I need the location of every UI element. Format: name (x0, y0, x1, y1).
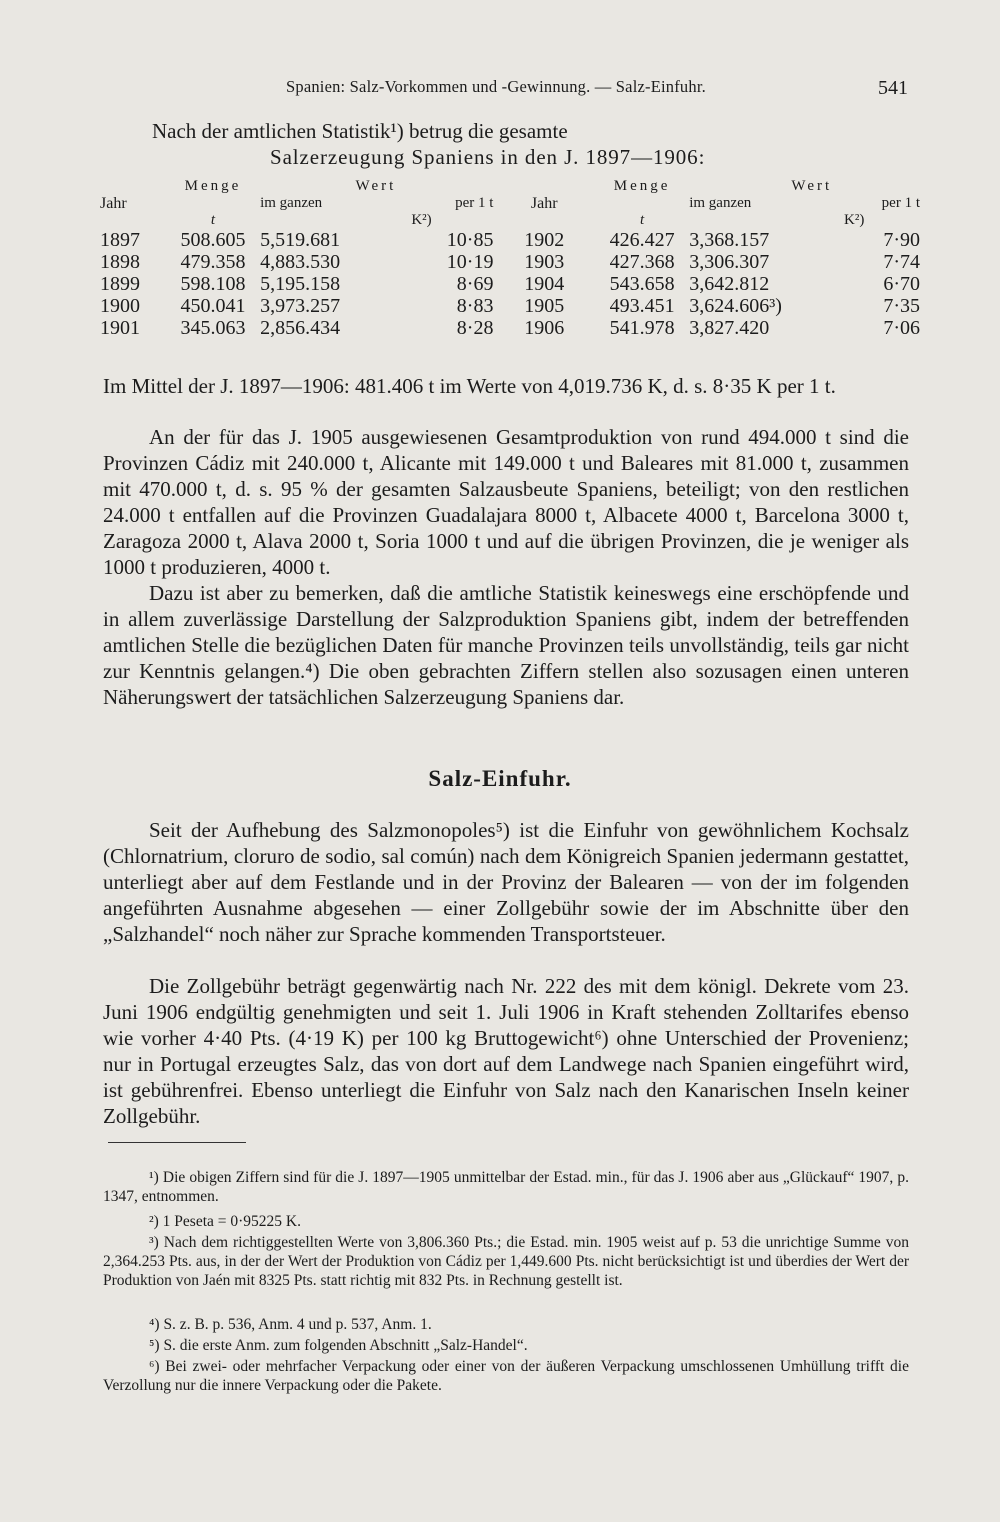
table-row: 1899 598.108 5,195.158 8·69 1904 543.658 3,642.812 6·70 (100, 273, 920, 295)
header-per-1t-right: per 1 t (881, 195, 920, 211)
header-unit-t-right: t (640, 212, 645, 228)
header-im-ganzen-right: im ganzen (689, 195, 752, 211)
paragraph-statistics-remark: Dazu ist aber zu bemerken, daß die amtliche Statistik keineswegs eine erschöpfende und in allem zuverlässige Darstellung der Salzproduktion Spaniens gibt, indem der betreffenden amtlichen Stelle die bezüglichen Daten für manche Provinzen teils unvollständig, teils gar nicht zur Kenntnis gelangen.⁴) Die oben gebrachten Ziffern stellen also sozusagen einen unteren Näherungswert der tatsächlichen Salzerzeugung Spaniens dar. (103, 581, 909, 709)
footnote-4: ⁴) S. z. B. p. 536, Anm. 4 und p. 537, Anm. 1. (149, 1316, 432, 1333)
header-menge-right: Menge (613, 178, 671, 194)
table-row: 1901 345.063 2,856.434 8·28 1906 541.978 3,827.420 7·06 (100, 317, 920, 339)
average-line: Im Mittel der J. 1897—1906: 481.406 t im Werte von 4,019.736 K, d. s. 8·35 K per 1 t. (103, 374, 836, 398)
table-row: 1900 450.041 3,973.257 8·83 1905 493.451 3,624.606³) 7·35 (100, 295, 920, 317)
header-wert: Wert (355, 178, 397, 194)
header-wert-right: Wert (791, 178, 833, 194)
footnote-6: ⁶) Bei zwei- oder mehrfacher Verpackung oder einer von der äußeren Verpackung umschlossenen Umhüllung trifft die Verzollung nur die innere Verpackung oder die Pakete. (103, 1358, 909, 1394)
header-unit-t: t (210, 212, 216, 228)
paragraph-provinces: An der für das J. 1905 ausgewiesenen Gesamtproduktion von rund 494.000 t sind die Provinzen Cádiz mit 240.000 t, Alicante mit 149.000 t und Baleares mit 81.000 t, zusammen mit 470.000 t, d. s. 95 % der gesamten Salzausbeute Spaniens, beteiligt; von den restlichen 24.000 t entfallen auf die Provinzen Guadalajara 8000 t, Albacete 4000 t, Barcelona 3000 t, Zaragoza 2000 t, Alava 2000 t, Soria 1000 t und auf die übrigen Provinzen, die je weniger als 1000 t produzieren, 4000 t. (103, 425, 909, 579)
header-k-right: K²) (843, 212, 865, 228)
header-menge: Menge (184, 178, 242, 194)
header-per-1t: per 1 t (455, 195, 494, 211)
table-row: 1898 479.358 4,883.530 10·19 1903 427.368 3,306.307 7·74 (100, 251, 920, 273)
section-title: Salz-Einfuhr. (428, 766, 572, 791)
table-header-row-1 (100, 178, 920, 195)
header-im-ganzen: im ganzen (260, 195, 323, 211)
salt-production-table (100, 178, 920, 339)
intro-line-1: Nach der amtlichen Statistik¹) betrug die gesamte (152, 119, 568, 143)
table-header-row-3 (100, 212, 920, 229)
header-jahr-right: Jahr (530, 195, 558, 212)
table-header-row-2 (100, 195, 920, 212)
footnote-5: ⁵) S. die erste Anm. zum folgenden Abschnitt „Salz-Handel“. (149, 1337, 528, 1354)
footnote-2: ²) 1 Peseta = 0·95225 K. (149, 1213, 302, 1230)
page-number: 541 (878, 77, 908, 99)
paragraph-import-rules: Seit der Aufhebung des Salzmonopoles⁵) ist die Einfuhr von gewöhnlichem Kochsalz (Chlornatrium, cloruro de sodio, sal común) nach dem Königreich Spanien jedermann gestattet, unterliegt aber auf dem Festlande und in der Provinz der Balearen — von der im folgenden angeführten Ausnahme abgesehen — einer Zollgebühr sowie der im Abschnitte über den „Salzhandel“ noch näher zur Sprache kommenden Transportsteuer. (103, 818, 909, 946)
header-jahr: Jahr (100, 195, 127, 212)
footnote-3: ³) Nach dem richtiggestellten Werte von 3,806.360 Pts.; die Estad. min. 1905 weist auf p. 53 die unrichtige Summe von 2,364.253 Pts. aus, in der der Wert der Produktion von Cádiz per 1,449.600 Pts. nicht berücksichtigt ist und überdies der Wert der Produktion von Jaén mit 8325 Pts. statt richtig mit 832 Pts. in Rechnung gestellt ist. (103, 1234, 909, 1289)
footnote-divider (108, 1142, 246, 1143)
footnote-1: ¹) Die obigen Ziffern sind für die J. 1897—1905 unmittelbar der Estad. min., für das J. 1906 aber aus „Glückauf“ 1907, p. 1347, entnommen. (103, 1169, 909, 1205)
header-k: K²) (411, 212, 432, 228)
table-row: 1897 508.605 5,519.681 10·85 1902 426.427 3,368.157 7·90 (100, 229, 920, 251)
paragraph-customs-duty: Die Zollgebühr beträgt gegenwärtig nach Nr. 222 des mit dem königl. Dekrete vom 23. Juni 1906 endgültig genehmigten und seit 1. Juli 1906 in Kraft stehenden Zolltarifes ebenso wie vorher 4·40 Pts. (4·19 K) per 100 kg Bruttogewicht⁶) ohne Unterschied der Provenienz; nur in Portugal erzeugtes Salz, das von dort auf dem Landwege nach Spanien eingeführt wird, ist gebührenfrei. Ebenso unterliegt die Einfuhr von Salz nach den Kanarischen Inseln keiner Zollgebühr. (103, 974, 909, 1128)
intro-line-2: Salzerzeugung Spaniens in den J. 1897—1906: (270, 145, 706, 169)
running-title: Spanien: Salz-Vorkommen und -Gewinnung. — Salz-Einfuhr. (286, 77, 706, 96)
